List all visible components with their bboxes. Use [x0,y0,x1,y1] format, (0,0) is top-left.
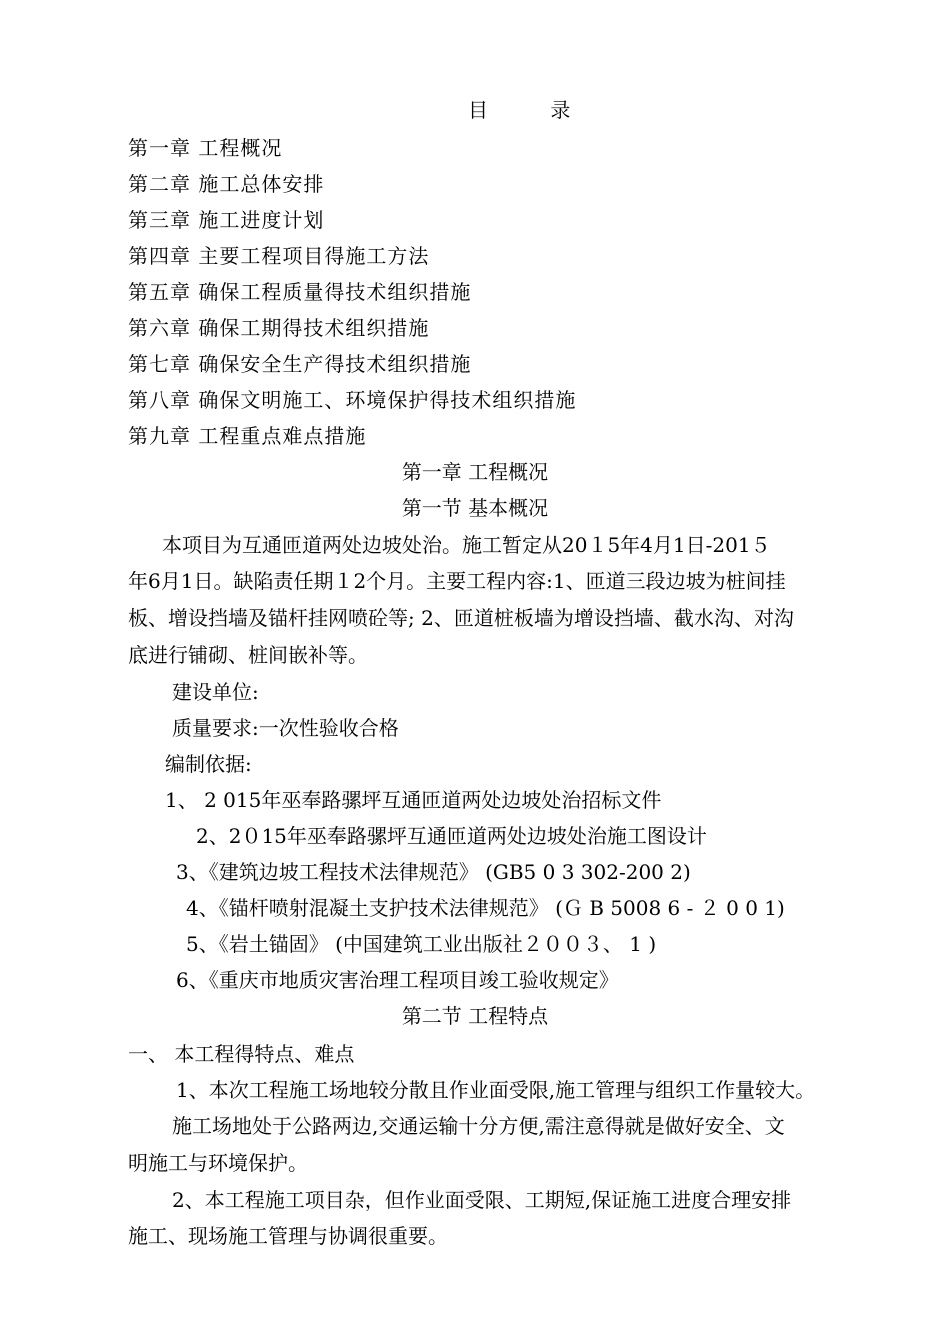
section-title: 第一节 基本概况 [401,496,549,520]
toc-item: 第七章 确保安全生产得技术组织措施 [128,352,472,376]
paragraph-line: 明施工与环境保护。 [128,1151,308,1175]
quality-line: 质量要求:一次性验收合格 [172,716,399,740]
toc-item: 第五章 确保工程质量得技术组织措施 [128,280,472,304]
toc-item: 第六章 确保工期得技术组织措施 [128,316,430,340]
paragraph-line: 2、本工程施工项目杂，但作业面受限、工期短,保证施工进度合理安排 [172,1188,792,1212]
toc-item: 第二章 施工总体安排 [128,172,325,196]
basis-item: 3、《建筑边坡工程技术法律规范》 (GB5 0 3 302-200 2) [176,860,691,884]
basis-label: 编制依据: [165,752,252,776]
intro-line: 本项目为互通匝道两处边坡处治。施工暂定从20１5年4月1日-201５ [162,533,771,557]
toc-title: 目 录 [468,98,599,122]
intro-line: 底进行铺砌、桩间嵌补等。 [128,643,368,667]
basis-item: 4、《锚杆喷射混凝土支护技术法律规范》 (Ｇ B 5008 6 - ２ 0 0 1) [186,896,785,920]
basis-item: 5、《岩土锚固》 (中国建筑工业出版社２００３、 1 ) [186,932,657,956]
section-title: 第二节 工程特点 [401,1004,549,1028]
paragraph-line: 施工、现场施工管理与协调很重要。 [128,1224,448,1248]
basis-item: 1、 2 015年巫奉路骡坪互通匝道两处边坡处治招标文件 [165,788,662,812]
basis-item: 6、《重庆市地质灾害治理工程项目竣工验收规定》 [176,968,619,992]
toc-item: 第三章 施工进度计划 [128,208,325,232]
basis-item: 2、2０15年巫奉路骡坪互通匝道两处边坡处治施工图设计 [196,824,707,848]
toc-item: 第一章 工程概况 [128,136,283,160]
intro-line: 年6月1日。缺陷责任期１2个月。主要工程内容:1、匝道三段边坡为桩间挂 [128,569,786,593]
point-one: 1、本次工程施工场地较分散且作业面受限,施工管理与组织工作量较大。 [176,1078,816,1102]
subheading: 一、 本工程得特点、难点 [128,1042,355,1066]
chapter-title: 第一章 工程概况 [401,460,549,484]
owner-line: 建设单位: [172,680,259,704]
toc-item: 第四章 主要工程项目得施工方法 [128,244,430,268]
toc-item: 第九章 工程重点难点措施 [128,424,367,448]
toc-item: 第八章 确保文明施工、环境保护得技术组织措施 [128,388,577,412]
intro-line: 板、增设挡墙及锚杆挂网喷砼等; 2、匝道桩板墙为增设挡墙、截水沟、对沟 [128,606,794,630]
paragraph-line: 施工场地处于公路两边,交通运输十分方便,需注意得就是做好安全、文 [172,1114,785,1138]
